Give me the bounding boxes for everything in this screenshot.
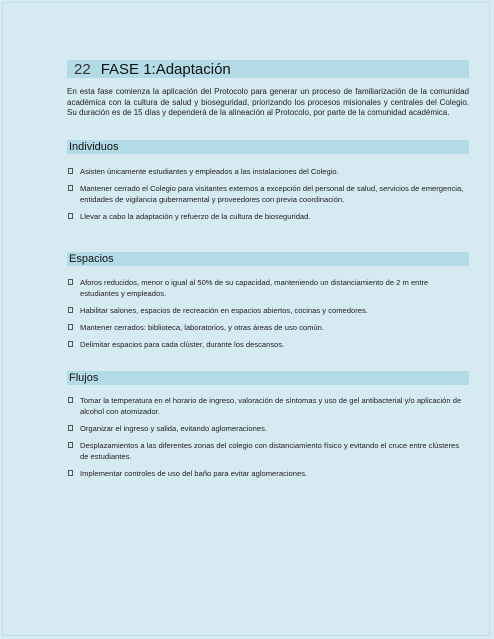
checkbox-bullet-icon <box>68 397 73 403</box>
list-item-text: Desplazamientos a las diferentes zonas del colegio con distanciamiento físico y evitando el cruce entre clústeres de estudiantes. <box>80 441 460 461</box>
section-heading-individuos <box>67 140 469 154</box>
checkbox-bullet-icon <box>68 185 73 191</box>
list-item-text: Implementar controles de uso del baño para evitar aglomeraciones. <box>80 469 308 478</box>
list-item-text: Aforos reducidos, menor o igual al 50% de su capacidad, manteniendo un distanciamiento de 2 m entre estudiantes y empleados. <box>80 278 429 298</box>
checkbox-bullet-icon <box>68 442 73 448</box>
checkbox-bullet-icon <box>68 470 73 476</box>
list-item <box>67 211 469 222</box>
page-number: 22 <box>74 60 91 78</box>
checkbox-bullet-icon <box>68 279 73 285</box>
list-item <box>67 277 469 299</box>
flujos-list <box>67 395 469 485</box>
list-item <box>67 440 469 462</box>
checkbox-bullet-icon <box>68 168 73 174</box>
list-item <box>67 322 469 333</box>
intro-paragraph: En esta fase comienza la aplicación del Protocolo para generar un proceso de familiarización de la comunidad académica con la cultura de salud y bioseguridad, priorizando los procesos misionales y centrales del Colegio. Su duración es de 15 días y dependerá de la alineación al Protocolo, por parte de la comunidad académica. <box>67 87 469 118</box>
list-item-text: Delimitar espacios para cada clúster, durante los descansos. <box>80 340 285 349</box>
list-item-text: Organizar el ingreso y salida, evitando aglomeraciones. <box>80 424 267 433</box>
individuos-list <box>67 166 469 228</box>
list-item-text: Habilitar salones, espacios de recreación en espacios abiertos, cocinas y comedores. <box>80 306 368 315</box>
section-heading-text: Espacios <box>69 253 114 265</box>
section-heading-text: Individuos <box>69 141 119 153</box>
list-item <box>67 339 469 350</box>
phase-title-bar <box>67 60 469 78</box>
list-item-text: Llevar a cabo la adaptación y refuerzo de la cultura de bioseguridad. <box>80 212 311 221</box>
list-item <box>67 395 469 417</box>
checkbox-bullet-icon <box>68 213 73 219</box>
list-item <box>67 183 469 205</box>
list-item-text: Mantener cerrados: biblioteca, laboratorios, y otras áreas de uso común. <box>80 323 324 332</box>
phase-title: FASE 1:Adaptación <box>100 60 231 78</box>
list-item <box>67 305 469 316</box>
checkbox-bullet-icon <box>68 307 73 313</box>
section-heading-flujos <box>67 371 469 385</box>
list-item-text: Asisten únicamente estudiantes y empleados a las instalaciones del Colegio. <box>80 167 339 176</box>
list-item <box>67 423 469 434</box>
list-item-text: Tomar la temperatura en el horario de ingreso, valoración de síntomas y uso de gel antibacterial y/o aplicación de alcohol con atomizador. <box>80 396 462 416</box>
list-item <box>67 166 469 177</box>
section-heading-text: Flujos <box>69 372 99 384</box>
espacios-list <box>67 277 469 356</box>
checkbox-bullet-icon <box>68 425 73 431</box>
list-item-text: Mantener cerrado el Colegio para visitantes externos a excepción del personal de salud, servicios de emergencia, entidades de vigilancia gubernamental y proveedores con previa coordinación. <box>80 184 464 204</box>
checkbox-bullet-icon <box>68 324 73 330</box>
section-heading-espacios <box>67 252 469 266</box>
list-item <box>67 468 469 479</box>
checkbox-bullet-icon <box>68 341 73 347</box>
